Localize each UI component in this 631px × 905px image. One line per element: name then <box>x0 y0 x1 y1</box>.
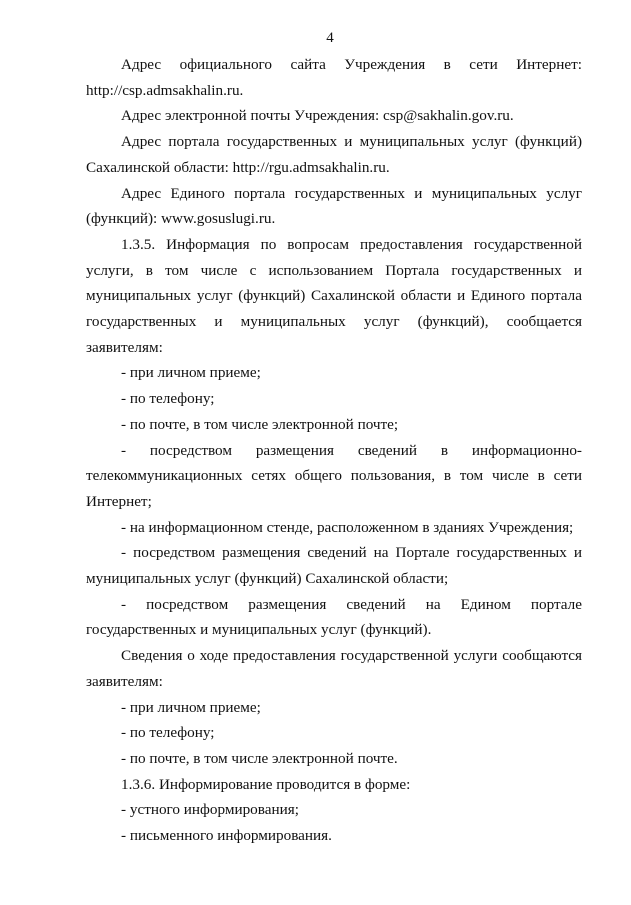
text-line: Адрес портала государственных и муниципальных услуг (функций) <box>121 133 582 151</box>
document-body <box>86 52 582 849</box>
text-line: - посредством размещения сведений на Портале государственных и <box>121 544 582 562</box>
text-line: (функций): www.gosuslugi.ru. <box>86 210 276 228</box>
list-item <box>86 540 582 591</box>
section-1-3-6-heading: 1.3.6. Информирование проводится в форме: <box>121 775 411 793</box>
text-line: 1.3.5. Информация по вопросам предоставления государственной <box>121 235 582 253</box>
text-line: Адрес Единого портала государственных и муниципальных услуг <box>121 184 582 202</box>
email-paragraph <box>86 103 582 129</box>
text-line: муниципальных услуг (функций) Сахалинской области; <box>86 570 449 588</box>
list-item: - на информационном стенде, расположенном в зданиях Учреждения; <box>121 518 574 536</box>
list-item <box>86 438 582 515</box>
list-item: - при личном приеме; <box>121 698 261 716</box>
list-item: - по почте, в том числе электронной почте. <box>121 749 398 767</box>
text-line: государственных и муниципальных услуг (функций). <box>86 621 432 639</box>
official-site-paragraph <box>86 52 582 103</box>
text-line: телекоммуникационных сетях общего пользования, в том числе в сети <box>86 467 582 485</box>
regional-portal-paragraph <box>86 129 582 180</box>
list-item: - письменного информирования. <box>121 827 332 845</box>
list-item <box>86 592 582 643</box>
list-item: - устного информирования; <box>121 801 299 819</box>
text-line: Сведения о ходе предоставления государственной услуги сообщаются <box>121 647 582 665</box>
text-line: Интернет; <box>86 492 152 510</box>
federal-portal-paragraph <box>86 181 582 232</box>
text-line: заявителям: <box>86 672 163 690</box>
list-item: - по телефону; <box>121 390 215 408</box>
text-line: муниципальных услуг (функций) Сахалинской области и Единого портала <box>86 287 582 305</box>
progress-info-paragraph <box>86 643 582 694</box>
text-line: - посредством размещения сведений на Едином портале <box>121 595 582 613</box>
text-line: http://csp.admsakhalin.ru. <box>86 81 244 99</box>
text-line: Адрес официального сайта Учреждения в сети Интернет: <box>121 56 582 73</box>
list-item: - по почте, в том числе электронной почте; <box>121 415 399 433</box>
page-number: 4 <box>326 30 334 46</box>
section-1-3-5-paragraph <box>86 232 582 361</box>
text-line: Сахалинской области: http://rgu.admsakhalin.ru. <box>86 158 390 176</box>
text-line: услуги, в том числе с использованием Портала государственных и <box>86 261 582 279</box>
text-line: Адрес электронной почты Учреждения: csp@sakhalin.gov.ru. <box>121 107 514 125</box>
text-line: - посредством размещения сведений в информационно- <box>121 441 582 459</box>
list-item: - по телефону; <box>121 724 215 742</box>
list-item: - при личном приеме; <box>121 364 261 382</box>
text-line: государственных и муниципальных услуг (функций), сообщается заявителям: <box>86 313 582 356</box>
